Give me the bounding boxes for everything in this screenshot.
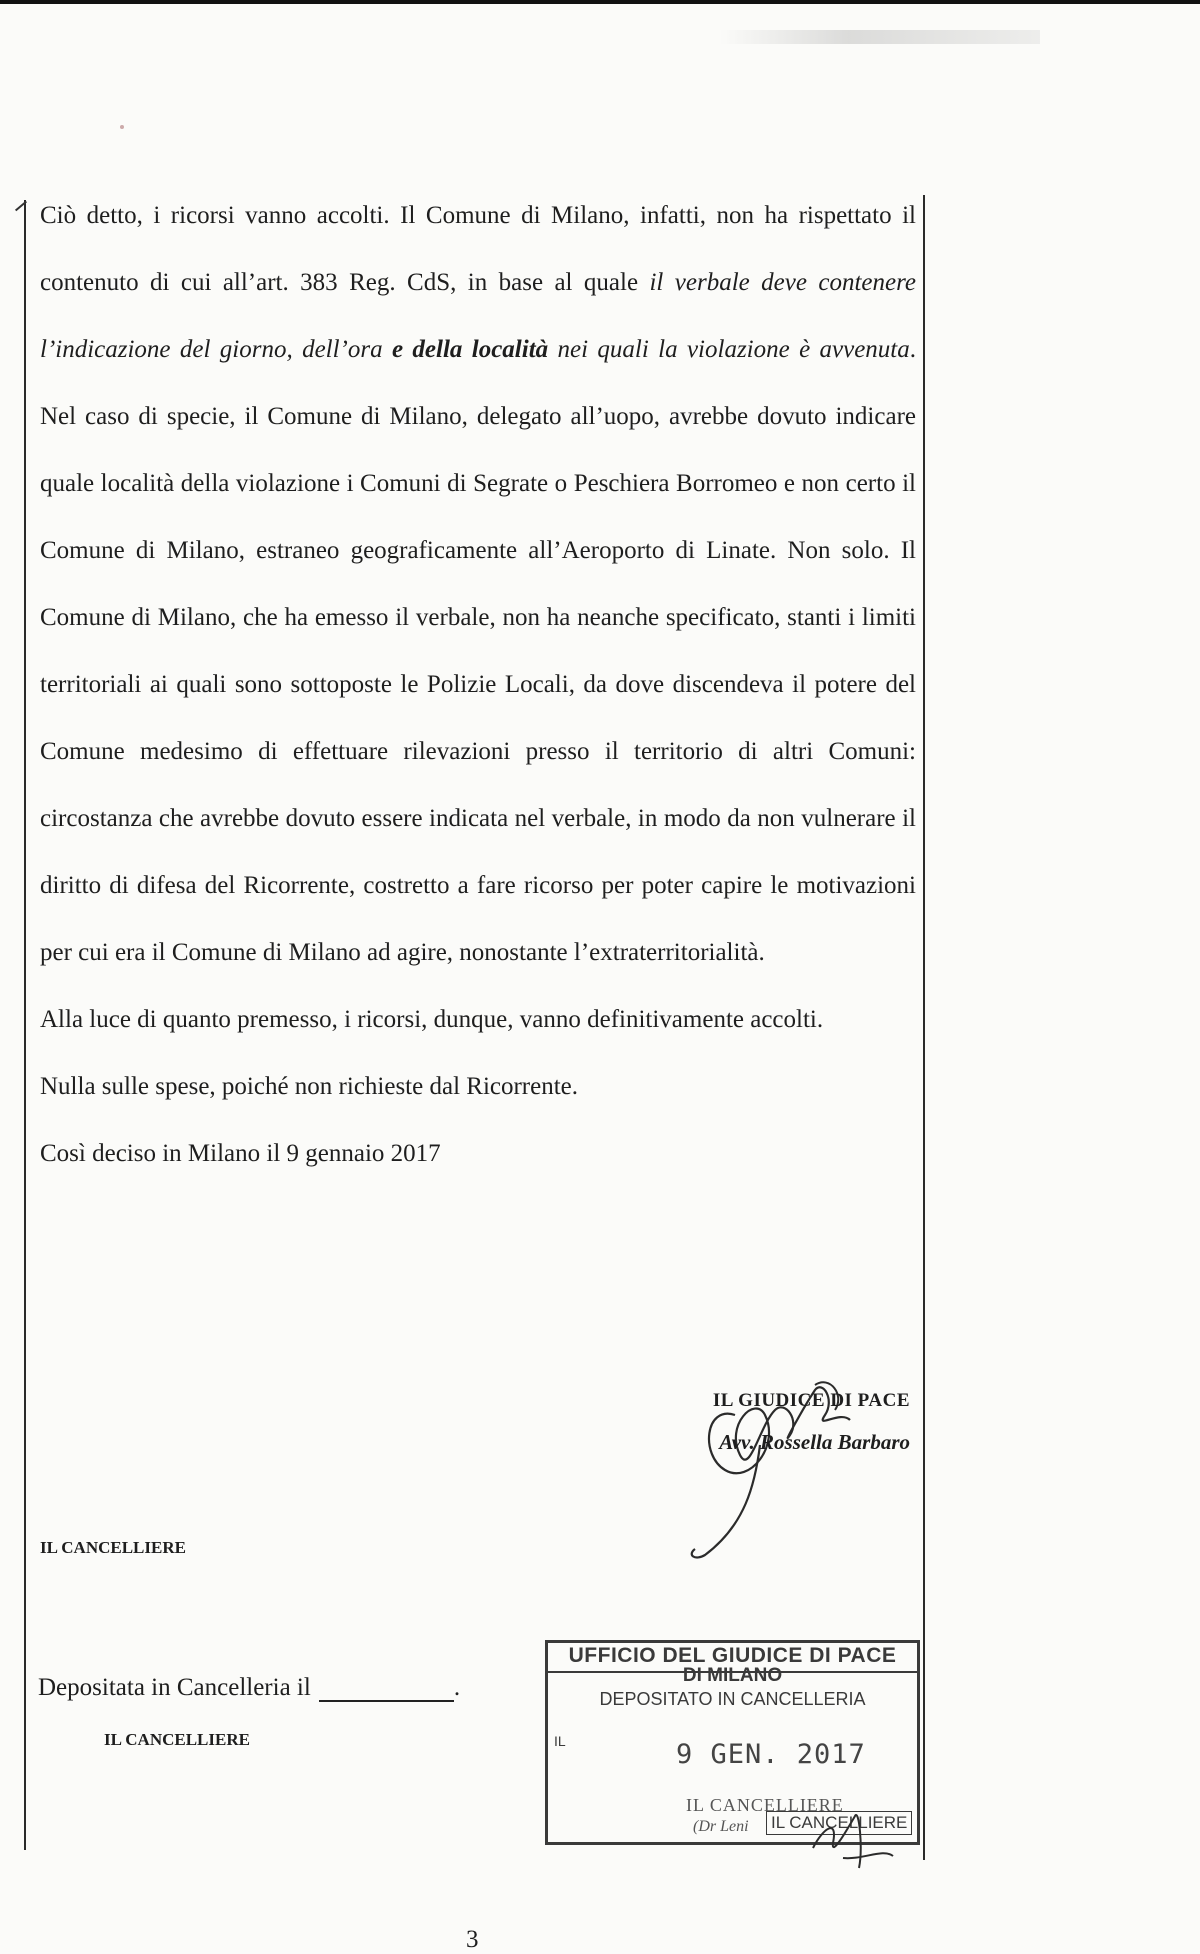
deposit-period: .: [453, 1674, 461, 1701]
ruling-paragraph: [40, 986, 916, 1053]
paragraph-segment: nei quali la violazione è avvenuta: [548, 336, 910, 363]
stamp-doctor-name: (Dr Leni: [693, 1818, 749, 1835]
stamp-cancelliere-box: IL CANCELLIERE: [766, 1811, 912, 1835]
stamp-office: UFFICIO DEL GIUDICE DI PACE: [568, 1644, 897, 1667]
paragraph-segment: Così deciso in Milano il 9 gennaio 2017: [40, 1140, 441, 1167]
right-margin-rule: [923, 195, 925, 1860]
scan-speck: [120, 125, 124, 129]
paragraph-segment: . Nel caso di specie, il Comune di Milano, delegato all’uopo, avrebbe dovuto indicare quale località della violazione i Comuni di Segrate o Peschiera Borromeo e non certo il Comune di Milano, estraneo geograficamente all’Aeroporto di Linate. Non solo. Il Comune di Milano, che ha emesso il verbale, non ha neanche specificato, stanti i limiti territoriali ai quali sono sottoposte le Polizie Locali, da dove discendeva il potere del Comune medesimo di effettuare rilevazioni presso il territorio di altri Comuni: circostanza che avrebbe dovuto essere indicata nel verbale, in modo da non vulnerare il diritto di difesa del Ricorrente, costretto a fare ricorso per poter capire le motivazioni per cui era il Comune di Milano ad agire, nonostante l’extraterritorialità.: [40, 336, 917, 966]
ruling-paragraph: [40, 1053, 916, 1120]
paragraph-segment: Nulla sulle spese, poiché non richieste dal Ricorrente.: [40, 1073, 579, 1100]
paragraph-segment: il verbale deve contenere l’indicazione del giorno, dell’ora: [40, 269, 916, 363]
ruling-paragraph: [40, 182, 916, 986]
deposit-text: Depositata in Cancelleria il: [38, 1674, 311, 1701]
stamp-cancelliere: IL CANCELLIERE: [686, 1795, 844, 1815]
paragraph-segment: Alla luce di quanto premesso, i ricorsi, dunque, vanno definitivamente accolti.: [40, 1006, 824, 1033]
page-number: 3: [466, 1926, 479, 1953]
scan-top-edge: [0, 0, 1200, 4]
stamp-il: IL: [554, 1733, 566, 1749]
chancellor-label: IL CANCELLIERE: [40, 1538, 186, 1557]
stamp-city: DI MILANO: [682, 1665, 783, 1686]
judge-title: IL GIUDICE DI PACE: [712, 1390, 910, 1411]
paragraph-segment: Ciò detto, i ricorsi vanno accolti. Il Comune di Milano, infatti, non ha rispettato il contenuto di cui all’art. 383 Reg. CdS, in base al quale: [40, 202, 916, 296]
stamp-signature: [793, 1788, 933, 1878]
deposit-line: [38, 1674, 460, 1702]
court-filing-stamp: [545, 1640, 920, 1845]
judge-name: Avv. Rossella Barbaro: [719, 1430, 910, 1454]
deposit-date-blank: [319, 1678, 454, 1702]
stamp-date: 9 GEN. 2017: [676, 1739, 866, 1770]
left-margin-rule: [24, 200, 26, 1850]
stamp-filed: DEPOSITATO IN CANCELLERIA: [599, 1689, 866, 1709]
ruling-paragraph: [40, 1120, 916, 1187]
judge-signature-block: [670, 1390, 910, 1455]
ruling-body: [40, 182, 916, 1187]
scan-artifact: [720, 30, 1040, 44]
deposit-chancellor-label: IL CANCELLIERE: [104, 1730, 250, 1749]
paragraph-segment: e della località: [391, 336, 549, 363]
